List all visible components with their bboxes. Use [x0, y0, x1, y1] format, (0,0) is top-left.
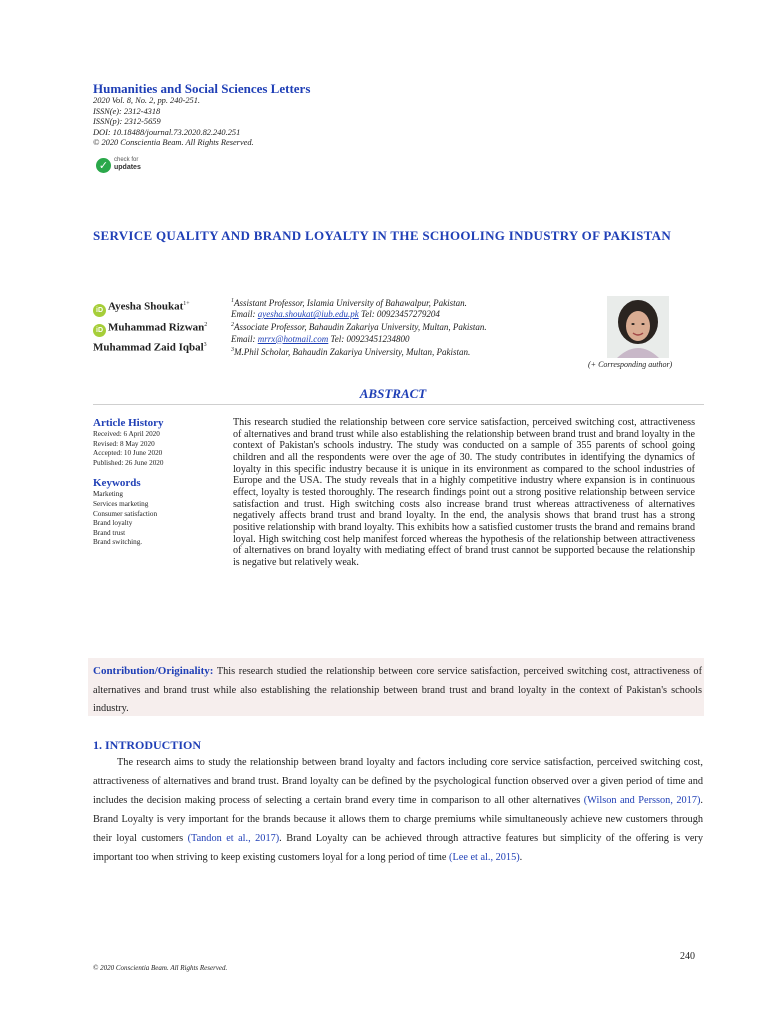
- history-received: Received: 6 April 2020: [93, 430, 160, 438]
- affil-3: M.Phil Scholar, Bahaudin Zakariya University, Multan, Pakistan.: [234, 346, 471, 357]
- author-2: Muhammad Rizwan: [108, 321, 205, 334]
- affiliations: [231, 296, 561, 358]
- affil-2-tel: Tel: 00923451234800: [330, 333, 410, 344]
- contribution-label: Contribution/Originality:: [93, 665, 214, 677]
- citation-link[interactable]: (Lee et al., 2015): [449, 851, 520, 863]
- author-1: Ayesha Shoukat: [108, 300, 184, 313]
- citation-link[interactable]: (Tandon et al., 2017): [187, 832, 280, 844]
- introduction-heading: 1. INTRODUCTION: [93, 738, 202, 752]
- keyword-item: Marketing: [93, 490, 123, 499]
- paper-title: SERVICE QUALITY AND BRAND LOYALTY IN THE SCHOOLING INDUSTRY OF PAKISTAN: [93, 228, 672, 243]
- keyword-item: Brand switching.: [93, 538, 143, 547]
- journal-volume: 2020 Vol. 8, No. 2, pp. 240-251.: [93, 96, 201, 105]
- affil-1-email[interactable]: ayesha.shoukat@iub.edu.pk: [257, 309, 359, 320]
- affil-2-email-label: Email:: [231, 333, 256, 344]
- article-history-heading: Article History: [93, 417, 164, 429]
- check-for-updates-badge[interactable]: [96, 157, 156, 175]
- journal-copyright: © 2020 Conscientia Beam. All Rights Reserved.: [93, 138, 254, 148]
- badge-line1: check for: [114, 157, 139, 163]
- contribution-text: [93, 662, 702, 719]
- history-published: Published: 26 June 2020: [93, 458, 164, 467]
- keyword-item: Brand loyalty: [93, 519, 133, 528]
- intro-part-2: . Brand Loyalty is very important for the brands because it allows them to charge premiums while simultaneously achieve new customers through their loyal customers: [93, 794, 703, 844]
- contribution-body: This research studied the relationship between core service satisfaction, perceived switching cost, attractiveness of alternatives and brand trust while also establishing the relationship between brand trust and brand loyalty in the context of Pakistan's schools industry.: [93, 666, 702, 715]
- author-1-sup: 1+: [183, 301, 190, 307]
- keyword-item: Services marketing: [93, 499, 149, 508]
- corresponding-note: (+ Corresponding author): [588, 360, 673, 369]
- intro-part-1: The research aims to study the relationship between brand loyalty and factors including core service satisfaction, perceived switching cost, attractiveness of alternatives and brand trust. Brand loyalty can be defined by the psychological function observed over a given period of time and includes the decision making process of selecting a certain brand every time in comparison to all other alternatives: [93, 757, 703, 806]
- page-number: 240: [680, 951, 695, 962]
- journal-doi[interactable]: DOI: 10.18488/journal.73.2020.82.240.251: [93, 127, 241, 137]
- author-3: Muhammad Zaid Iqbal: [93, 341, 204, 354]
- author-2-sup: 2: [204, 321, 208, 328]
- affil-1-email-label: Email:: [231, 309, 256, 320]
- intro-part-3: . Brand Loyalty can be achieved through attractive features but simplicity of the offering is very important too when striving to keep existing customers loyal for a long period of time: [93, 832, 703, 863]
- affil-1-tel: Tel: 00923457279204: [361, 309, 440, 320]
- checkmark-icon: ✓: [96, 158, 111, 173]
- affil-1: Assistant Professor, Islamia University of Bahawalpur, Pakistan.: [234, 298, 467, 308]
- badge-line2: updates: [114, 164, 141, 171]
- divider: [93, 404, 704, 405]
- affil-2-sup: 2: [231, 322, 234, 329]
- journal-issn-p: ISSN(p): 2312-5659: [93, 117, 161, 127]
- affil-2-email[interactable]: mrrx@hotmail.com: [257, 333, 329, 344]
- orcid-icon[interactable]: iD: [93, 324, 106, 337]
- footer-copyright: © 2020 Conscientia Beam. All Rights Reserved.: [93, 964, 228, 972]
- affil-1-sup: 1: [231, 298, 234, 304]
- citation-link[interactable]: (Wilson and Persson, 2017): [583, 794, 701, 806]
- history-revised: Revised: 8 May 2020: [93, 439, 155, 448]
- journal-issn-e: ISSN(e): 2312-4318: [93, 106, 161, 116]
- article-sidebar: [93, 417, 223, 548]
- author-photo: [607, 296, 669, 358]
- introduction-text: [93, 754, 703, 867]
- keyword-item: Consumer satisfaction: [93, 509, 158, 518]
- affil-2: Associate Professor, Bahaudin Zakariya University, Multan, Pakistan.: [234, 322, 487, 333]
- keyword-item: Brand trust: [93, 528, 126, 537]
- journal-name: Humanities and Social Sciences Letters: [93, 81, 311, 96]
- keywords-heading: Keywords: [93, 477, 141, 490]
- orcid-icon[interactable]: iD: [93, 304, 106, 317]
- history-accepted: Accepted: 10 June 2020: [93, 449, 163, 458]
- intro-part-4: .: [519, 851, 523, 863]
- abstract-text: This research studied the relationship between core service satisfaction, perceived switching cost, attractiveness of alternatives and brand trust while also establishing the relationship between brand trust and brand loyalty in the context of Pakistan's schools industry. The study was conducted on a sample of 355 parents of school going children and all the respondents were over the age of 30. The study contributes in identifying the dynamics of loyalty in this specific industry because it is unique in its environment as compared to the school industries of Europe and the USA. The study reveals that in a highly competitive industry where expansion is in continuous effect, loyalty is tested thoroughly. The research findings point out a strong positive relationship between service satisfaction and trust. High switching costs also increase brand trust whereas attractiveness of alternatives negatively affects brand trust and brand loyalty. In the end, the analysis shows that brand trust has a strong positive relationship with brand loyalty. This exhibits how a satisfied customer trusts the brand and remains brand loyal. High switching cost help manifest forced whereas the hypothesis of the relationship between attractiveness of alternatives on brand loyalty with mediating effect of brand trust cannot be supported because the relationship is negative but relatively weak.: [233, 417, 695, 568]
- affil-3-sup: 3: [231, 346, 234, 353]
- author-list: [93, 296, 218, 357]
- journal-meta: [93, 96, 254, 149]
- author-3-sup: 3: [203, 342, 207, 349]
- abstract-heading: ABSTRACT: [359, 386, 427, 401]
